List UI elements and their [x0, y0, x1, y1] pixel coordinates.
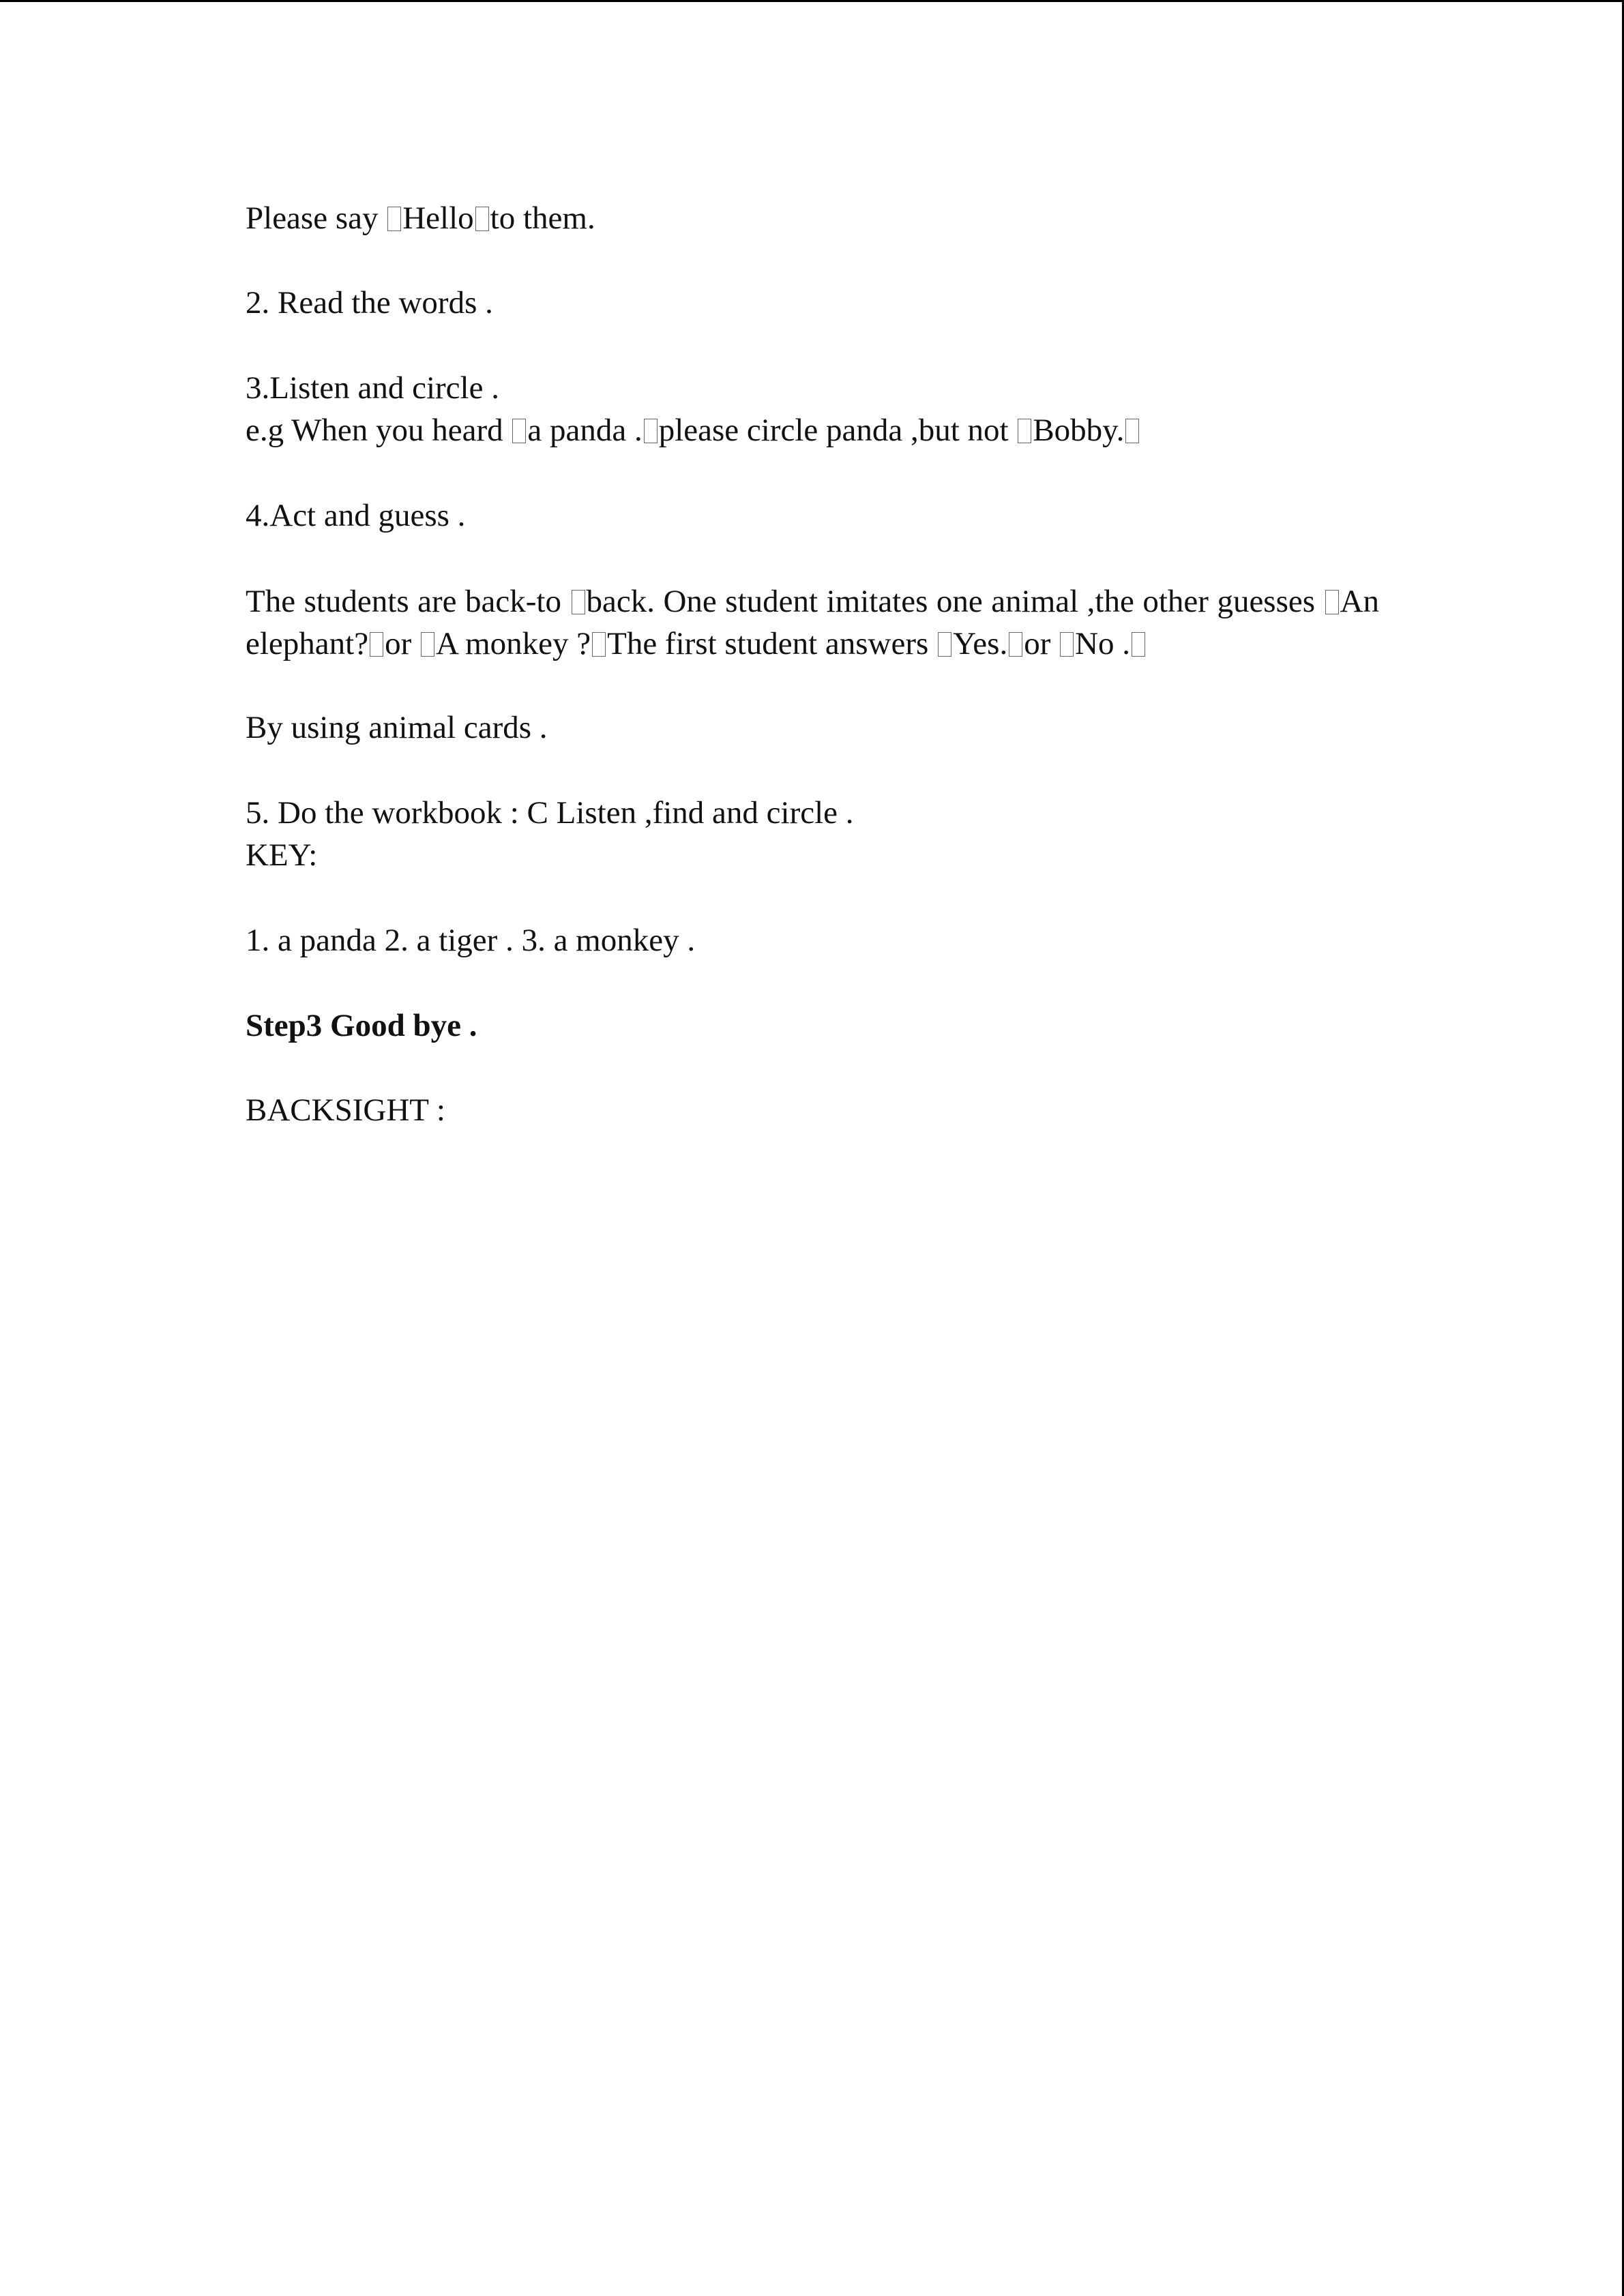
example-line — [246, 410, 1140, 451]
text-run: Hello — [402, 200, 474, 236]
step-workbook: 5. Do the workbook : C Listen ,find and circle . — [246, 795, 854, 831]
step-listen-circle: 3.Listen and circle . — [246, 370, 499, 406]
text-run: back. One student imitates one animal ,the other guesses — [586, 584, 1324, 619]
key-answers: 1. a panda 2. a tiger . 3. a monkey . — [246, 923, 696, 958]
page-border-top — [0, 0, 1624, 2]
text-run: a panda . — [527, 413, 643, 448]
instruction-say-hello — [246, 198, 595, 239]
missing-glyph-icon — [1009, 632, 1022, 657]
missing-glyph-icon — [475, 207, 489, 231]
text-run: A monkey ? — [435, 626, 591, 661]
missing-glyph-icon — [644, 419, 658, 443]
missing-glyph-icon — [1018, 419, 1031, 443]
backsight-label: BACKSIGHT : — [246, 1092, 445, 1128]
missing-glyph-icon — [512, 419, 526, 443]
missing-glyph-icon — [572, 590, 585, 614]
animal-cards-note: By using animal cards . — [246, 710, 548, 745]
missing-glyph-icon — [1132, 632, 1145, 657]
missing-glyph-icon — [1060, 632, 1074, 657]
text-run: please circle panda ,but not — [658, 413, 1017, 448]
missing-glyph-icon — [370, 632, 383, 657]
text-run: e.g When you heard — [246, 413, 512, 448]
activity-paragraph — [246, 580, 1379, 665]
missing-glyph-icon — [1325, 590, 1339, 614]
text-run: The students are back-to — [246, 584, 570, 619]
text-run: or — [385, 626, 419, 661]
step-read-words: 2. Read the words . — [246, 285, 493, 320]
text-run: or — [1024, 626, 1059, 661]
missing-glyph-icon — [387, 207, 401, 231]
missing-glyph-icon — [592, 632, 606, 657]
missing-glyph-icon — [938, 632, 951, 657]
missing-glyph-icon — [1125, 419, 1139, 443]
step3-heading: Step3 Good bye . — [246, 1008, 477, 1043]
text-run: An elephant? — [246, 584, 1380, 661]
step-act-guess: 4.Act and guess . — [246, 498, 466, 533]
text-run: Please say — [246, 200, 387, 236]
missing-glyph-icon — [421, 632, 434, 657]
text-run: The first student answers — [607, 626, 937, 661]
text-run: to them. — [490, 200, 595, 236]
text-run: Bobby. — [1033, 413, 1125, 448]
text-run: Yes. — [953, 626, 1008, 661]
key-label: KEY: — [246, 837, 318, 873]
text-run: No . — [1075, 626, 1131, 661]
